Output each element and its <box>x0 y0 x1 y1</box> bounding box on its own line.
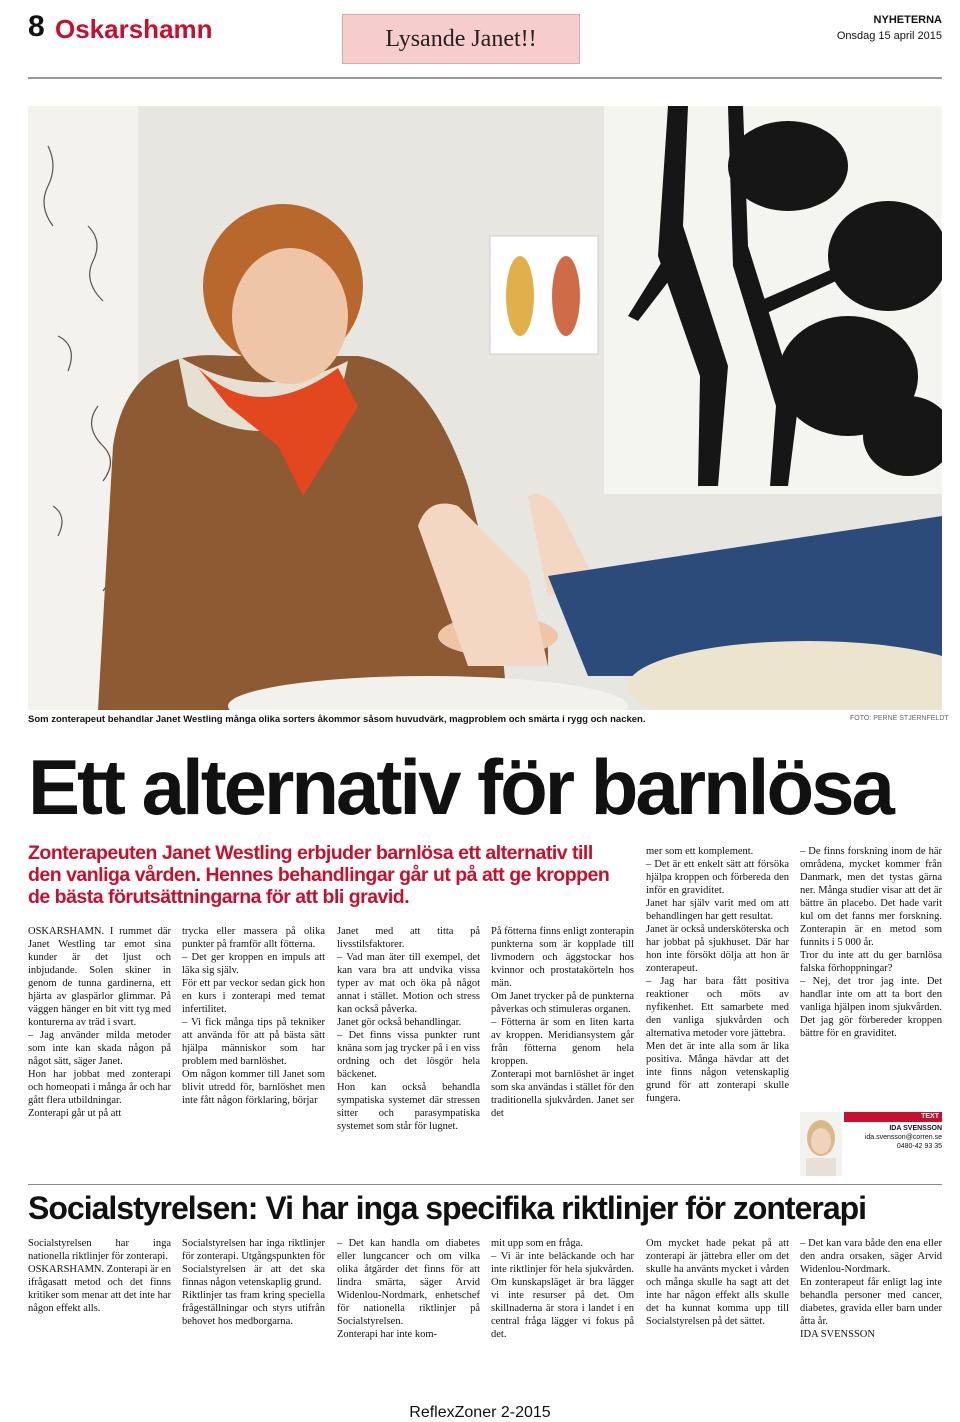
sidebar-column-2: Socialstyrelsen har inga riktlinjer för zonterapi. Utgångspunkten för Socialstyrelsen är att det ska finnas någon vetenskaplig grund. Riktlinjer tas fram kring speciella frågeställningar och styrs utifrån behovet hos medborgarna. <box>182 1238 325 1327</box>
reporter-portrait <box>800 1112 842 1176</box>
sidebar-column-5: Om mycket hade pekat på att zonterapi är jättebra eller om det skulle ha använts mycket i vården och många skulle ha sagt att det inte har någon effekt alls skulle det ha kunnat komma upp till Socialstyrelsen på det sättet. <box>646 1238 789 1327</box>
newspaper-name: NYHETERNA <box>873 14 942 26</box>
photo-credit: FOTO: PERNE STJERNFELDT <box>850 715 949 722</box>
article-column-6: – De finns forskning inom de här områdena, mycket kommer från Danmark, men det tystas gärna ner. Många studier visar att det är bättre än placebo. Det hade varit kul om det fanns mer forskning. Zonterapin är en metod som funnits i 5 000 år. Tror du inte att du ger barnlösa falska förhoppningar? – Nej, det tror jag inte. Det handlar inte om att ta bort den vanliga hjälpen inom sjukvården. Det jag gör förbereder kroppen bättre för en graviditet. <box>800 846 942 1039</box>
article-ingress: Zonterapeuten Janet Westling erbjuder barnlösa ett alternativ till den vanliga vården. Hennes behandlingar går ut på att ge kroppen de bästa förutsättningarna för att bli gravid. <box>28 842 610 908</box>
article-column-1: OSKARSHAMN. I rummet där Janet Westling tar emot sina kunder är det ljust och inbjudande. Solen skiner in genom de tunna gardinerna, ett hjärta av glaspärlor glimmar. På väggen hänger en bit vitt tyg med konturerna av träd i svart. – Jag använder milda metoder som inte kan skada någon på något sätt, säger Janet. Hon har jobbat med zonterapi och homeopati i många år och har gått flera utbildningar. Zonterapi går ut på att <box>28 926 171 1119</box>
byline-box <box>800 1112 942 1178</box>
page-number: 8 <box>28 10 45 43</box>
sidebar-column-4: mit upp som en fråga. – Vi är inte beläckande och har inte riktlinjer för hela sjukvården. Om kunskapsläget är bra lägger vi inte resurser på det. Om skillnaderna är stora i landet i en central fråga lägger vi fokus på det. <box>491 1238 634 1340</box>
byline-phone: 0480-42 93 35 <box>896 1143 942 1150</box>
sidebar-rule <box>28 1184 942 1185</box>
issue-date: Onsdag 15 april 2015 <box>836 30 942 42</box>
header-rule <box>28 77 942 79</box>
article-column-4: På fötterna finns enligt zonterapin punkterna som är kopplade till livmodern och äggstockar hos kvinnor och prostatakörteln hos män. Om Janet trycker på de punkterna påverkas och stimuleras organen. – Fötterna är som en liten karta av kroppen. Meridiansystem går från fötterna genom hela kroppen. Zonterapi mot barnlöshet är inget som ska användas i stället för den traditionella sjukvården. Janet ser det <box>491 926 634 1119</box>
article-column-2: trycka eller massera på olika punkter på framför allt fötterna. – Det ger kroppen en impuls att läka sig själv. För ett par veckor sedan gick hon en kurs i zonterapi med temat infertilitet. – Vi fick många tips på tekniker att använda för att på bästa sätt hjälpa människor som har problem med barnlöshet. Om någon kommer till Janet som blivit utredd för, barnlöshet men inte fått någon förklaring, börjar <box>182 926 325 1106</box>
sidebar-column-3: – Det kan handla om diabetes eller lungcancer och om vilka olika åtgärder det finns för att lindra smärta, säger Arvid Widenlou-Nordmark, enhetschef för nationella riktlinjer på Socialstyrelsen. Zonterapi har inte kom- <box>337 1238 480 1340</box>
page-footer: ReflexZoner 2-2015 <box>409 1404 551 1421</box>
article-photo <box>28 106 942 710</box>
article-column-3: Janet med att titta på livsstilsfaktorer. – Vad man äter till exempel, det kan vara bra att undvika vissa typer av mat och öka på något annat i stället. Motion och stress kan också påverka. Janet gör också behandlingar. – Det finns vissa punkter runt knäna som jag trycker på i en viss ordning och det lösgör hela bäckenet. Hon kan också behandla sympatiska systemet där stressen sitter och parasympatiska systemet som står för lugnet. <box>337 926 480 1132</box>
byline-name: IDA SVENSSON <box>889 1125 942 1132</box>
sidebar-column-6: – Det kan vara både den ena eller den andra orsaken, säger Arvid Widenlou-Nordmark. En zonterapeut får enligt lag inte behandla personer med cancer, diabetes, gravida eller barn under åtta år. IDA SVENSSON <box>800 1238 942 1340</box>
sticker-text: Lysande Janet!! <box>385 25 537 52</box>
sidebar-headline: Socialstyrelsen: Vi har inga specifika riktlinjer för zonterapi <box>28 1190 867 1226</box>
section-title: Oskarshamn <box>55 14 213 44</box>
byline-email: ida.svensson@corren.se <box>864 1134 942 1141</box>
article-column-5: mer som ett komplement. – Det är ett enkelt sätt att försöka hjälpa kroppen och förbereda den inför en graviditet. Janet har själv varit med om att behandlingen har gett resultat. Janet är också undersköterska och har jobbat på sjukhuset. Där har hon inte försökt dölja att hon är zonterapeut. – Jag har bara fått positiva reaktioner och möts av nyfikenhet. Ett samarbete med den vanliga sjukvården och alternativa metoder vore jättebra. Men det är inte alla som är lika positiva. Många hävdar att det inte finns någon vetenskaplig grund för att zonterapi skulle fungera. <box>646 846 789 1104</box>
photo-illustration <box>28 106 942 710</box>
byline-info <box>844 1124 942 1151</box>
article-headline: Ett alternativ för barnlösa <box>28 743 892 831</box>
sticker-note <box>342 14 580 64</box>
photo-caption: Som zonterapeut behandlar Janet Westling många olika sorters åkommor såsom huvudvärk, magproblem och smärta i rygg och nacken. <box>28 714 646 725</box>
sidebar-column-1: Socialstyrelsen har inga nationella riktlinjer för zonterapi. OSKARSHAMN. Zonterapi är en ifrågasatt metod och det finns kritiker som menar att det inte har någon effekt alls. <box>28 1238 171 1314</box>
byline-label: TEXT <box>844 1112 942 1122</box>
